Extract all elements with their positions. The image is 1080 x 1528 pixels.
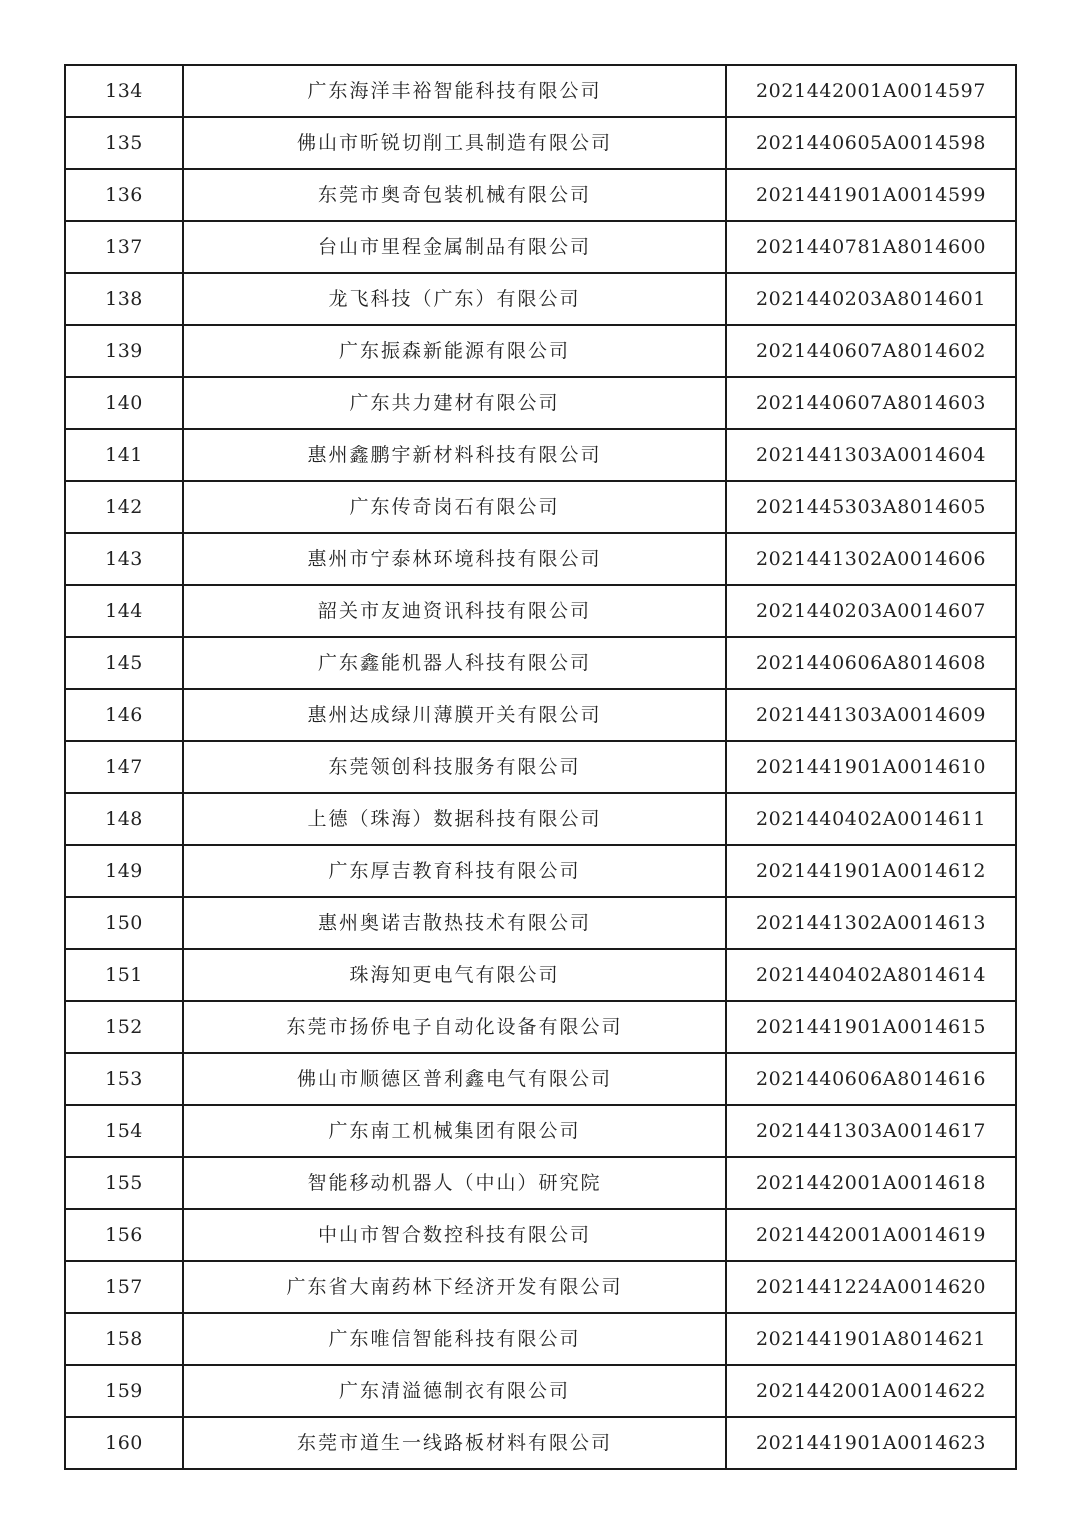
registration-code-cell: 2021441901A8014621 (726, 1313, 1016, 1365)
row-number-cell: 140 (65, 377, 183, 429)
registration-code-cell: 2021441901A0014599 (726, 169, 1016, 221)
table-row (65, 273, 1016, 325)
registration-code-cell: 2021440607A8014602 (726, 325, 1016, 377)
registration-code-cell: 2021440606A8014608 (726, 637, 1016, 689)
row-number-cell: 136 (65, 169, 183, 221)
company-name-cell: 东莞市奥奇包装机械有限公司 (183, 169, 726, 221)
row-number-cell: 156 (65, 1209, 183, 1261)
table-row (65, 845, 1016, 897)
registration-code-cell: 2021442001A0014618 (726, 1157, 1016, 1209)
table-row (65, 741, 1016, 793)
registration-code-cell: 2021441901A0014610 (726, 741, 1016, 793)
table-row (65, 117, 1016, 169)
row-number-cell: 144 (65, 585, 183, 637)
row-number-cell: 139 (65, 325, 183, 377)
registration-code-cell: 2021440203A0014607 (726, 585, 1016, 637)
company-name-cell: 东莞市扬侨电子自动化设备有限公司 (183, 1001, 726, 1053)
row-number-cell: 134 (65, 65, 183, 117)
registration-code-cell: 2021442001A0014619 (726, 1209, 1016, 1261)
table-row (65, 481, 1016, 533)
company-name-cell: 广东省大南药林下经济开发有限公司 (183, 1261, 726, 1313)
company-name-cell: 龙飞科技（广东）有限公司 (183, 273, 726, 325)
table-row (65, 1157, 1016, 1209)
row-number-cell: 146 (65, 689, 183, 741)
registration-code-cell: 2021440606A8014616 (726, 1053, 1016, 1105)
row-number-cell: 158 (65, 1313, 183, 1365)
table-row (65, 1001, 1016, 1053)
table-row (65, 1209, 1016, 1261)
company-name-cell: 广东南工机械集团有限公司 (183, 1105, 726, 1157)
row-number-cell: 155 (65, 1157, 183, 1209)
table-row (65, 1417, 1016, 1469)
row-number-cell: 150 (65, 897, 183, 949)
company-name-cell: 佛山市顺德区普利鑫电气有限公司 (183, 1053, 726, 1105)
registration-code-cell: 2021440607A8014603 (726, 377, 1016, 429)
row-number-cell: 137 (65, 221, 183, 273)
row-number-cell: 159 (65, 1365, 183, 1417)
company-name-cell: 广东传奇岗石有限公司 (183, 481, 726, 533)
table-row (65, 429, 1016, 481)
table-row (65, 637, 1016, 689)
table-row (65, 689, 1016, 741)
company-name-cell: 广东鑫能机器人科技有限公司 (183, 637, 726, 689)
registration-code-cell: 2021441302A0014606 (726, 533, 1016, 585)
row-number-cell: 153 (65, 1053, 183, 1105)
registration-code-cell: 2021441224A0014620 (726, 1261, 1016, 1313)
table-row (65, 169, 1016, 221)
registration-code-cell: 2021441302A0014613 (726, 897, 1016, 949)
table-row (65, 1261, 1016, 1313)
registration-code-cell: 2021441901A0014615 (726, 1001, 1016, 1053)
company-name-cell: 广东厚吉教育科技有限公司 (183, 845, 726, 897)
table-row (65, 897, 1016, 949)
table-row (65, 377, 1016, 429)
registration-code-cell: 2021441303A0014604 (726, 429, 1016, 481)
company-name-cell: 东莞领创科技服务有限公司 (183, 741, 726, 793)
registration-code-cell: 2021441303A0014609 (726, 689, 1016, 741)
company-name-cell: 广东共力建材有限公司 (183, 377, 726, 429)
registration-code-cell: 2021445303A8014605 (726, 481, 1016, 533)
table-row (65, 1053, 1016, 1105)
row-number-cell: 143 (65, 533, 183, 585)
registration-code-cell: 2021441901A0014612 (726, 845, 1016, 897)
table-row (65, 793, 1016, 845)
row-number-cell: 145 (65, 637, 183, 689)
company-name-cell: 韶关市友迪资讯科技有限公司 (183, 585, 726, 637)
registration-code-cell: 2021442001A0014622 (726, 1365, 1016, 1417)
table-row (65, 949, 1016, 1001)
company-name-cell: 广东海洋丰裕智能科技有限公司 (183, 65, 726, 117)
table-row (65, 65, 1016, 117)
registration-code-cell: 2021440402A0014611 (726, 793, 1016, 845)
company-name-cell: 惠州达成绿川薄膜开关有限公司 (183, 689, 726, 741)
company-name-cell: 惠州奥诺吉散热技术有限公司 (183, 897, 726, 949)
company-name-cell: 中山市智合数控科技有限公司 (183, 1209, 726, 1261)
row-number-cell: 152 (65, 1001, 183, 1053)
company-name-cell: 惠州鑫鹏宇新材料科技有限公司 (183, 429, 726, 481)
registration-code-cell: 2021442001A0014597 (726, 65, 1016, 117)
table-row (65, 325, 1016, 377)
registration-code-cell: 2021440605A0014598 (726, 117, 1016, 169)
company-name-cell: 台山市里程金属制品有限公司 (183, 221, 726, 273)
company-name-cell: 广东唯信智能科技有限公司 (183, 1313, 726, 1365)
row-number-cell: 138 (65, 273, 183, 325)
company-name-cell: 上德（珠海）数据科技有限公司 (183, 793, 726, 845)
company-name-cell: 佛山市昕锐切削工具制造有限公司 (183, 117, 726, 169)
table-row (65, 585, 1016, 637)
row-number-cell: 160 (65, 1417, 183, 1469)
company-name-cell: 惠州市宁泰林环境科技有限公司 (183, 533, 726, 585)
table-row (65, 1313, 1016, 1365)
company-name-cell: 智能移动机器人（中山）研究院 (183, 1157, 726, 1209)
company-name-cell: 东莞市道生一线路板材料有限公司 (183, 1417, 726, 1469)
table-body (65, 65, 1016, 1469)
row-number-cell: 149 (65, 845, 183, 897)
row-number-cell: 141 (65, 429, 183, 481)
company-name-cell: 广东振森新能源有限公司 (183, 325, 726, 377)
registration-code-cell: 2021440203A8014601 (726, 273, 1016, 325)
company-name-cell: 广东清溢德制衣有限公司 (183, 1365, 726, 1417)
table-row (65, 1105, 1016, 1157)
registration-code-cell: 2021441303A0014617 (726, 1105, 1016, 1157)
registration-code-cell: 2021440402A8014614 (726, 949, 1016, 1001)
table-row (65, 533, 1016, 585)
company-name-cell: 珠海知更电气有限公司 (183, 949, 726, 1001)
row-number-cell: 147 (65, 741, 183, 793)
row-number-cell: 157 (65, 1261, 183, 1313)
table-row (65, 1365, 1016, 1417)
row-number-cell: 151 (65, 949, 183, 1001)
row-number-cell: 142 (65, 481, 183, 533)
row-number-cell: 154 (65, 1105, 183, 1157)
row-number-cell: 148 (65, 793, 183, 845)
table-row (65, 221, 1016, 273)
registration-code-cell: 2021440781A8014600 (726, 221, 1016, 273)
registration-code-cell: 2021441901A0014623 (726, 1417, 1016, 1469)
row-number-cell: 135 (65, 117, 183, 169)
company-list-table (64, 64, 1017, 1470)
